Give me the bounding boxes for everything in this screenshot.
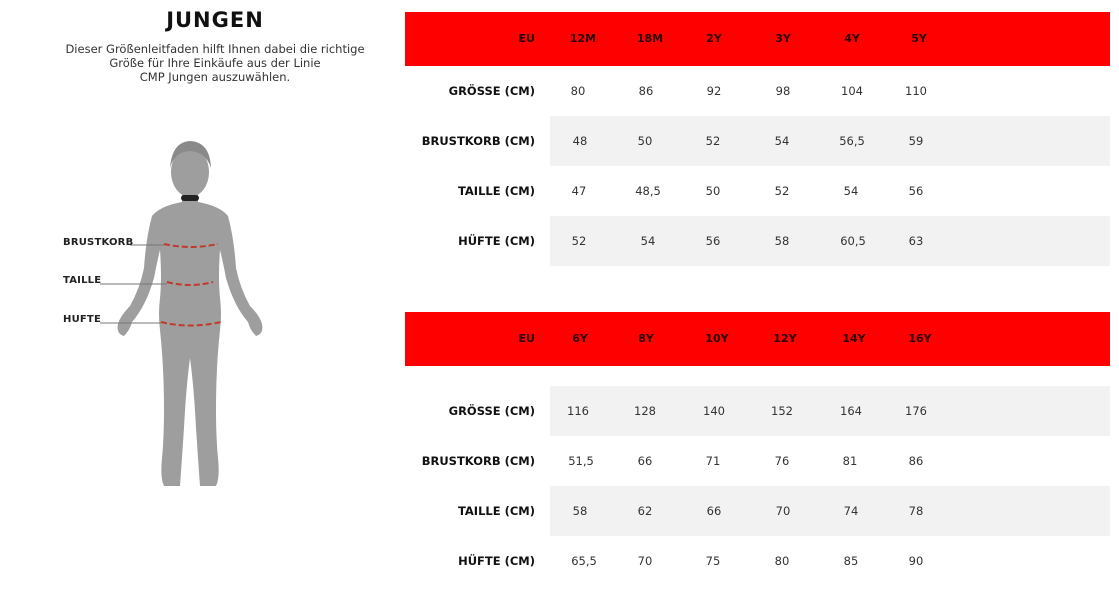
header-size: 5Y: [911, 32, 927, 45]
chest-label: BRUSTKORB: [63, 237, 134, 248]
header-size: 4Y: [844, 32, 860, 45]
table-cell: 104: [841, 84, 863, 98]
table-cell: 52: [571, 234, 587, 248]
table-row: [405, 386, 1110, 436]
table-cell: 98: [775, 84, 791, 98]
table-cell: 81: [842, 454, 858, 468]
header-size: 18M: [636, 32, 664, 45]
figure-collar: [181, 195, 199, 201]
description-line-3: CMP Jungen auszuwählen.: [139, 70, 291, 84]
table-cell: 164: [840, 404, 862, 418]
table-cell: 86: [908, 454, 924, 468]
size-table-toddler: [405, 12, 1110, 266]
table-header: [405, 12, 1110, 66]
table-cell: 128: [634, 404, 656, 418]
table-cell: 56: [908, 184, 924, 198]
header-eu-label: EU: [518, 332, 535, 345]
row-label: TAILLE (CM): [457, 184, 535, 198]
row-label: GRÖSSE (CM): [448, 404, 535, 418]
table-cell: 52: [774, 184, 790, 198]
table-cell: 92: [706, 84, 722, 98]
table-cell: 70: [775, 504, 791, 518]
table-cell: 56: [705, 234, 721, 248]
table-cell: 116: [567, 404, 589, 418]
header-eu-label: EU: [518, 32, 535, 45]
header-size: 14Y: [842, 332, 866, 345]
table-cell: 90: [908, 554, 924, 568]
table-cell: 47: [571, 184, 587, 198]
table-cell: 140: [703, 404, 725, 418]
table-cell: 48: [572, 134, 588, 148]
row-label: HÜFTE (CM): [458, 234, 535, 248]
header-size: 8Y: [638, 332, 654, 345]
table-cell: 62: [637, 504, 653, 518]
hip-label: HUFTE: [63, 314, 101, 325]
description-line-1: Dieser Größenleitfaden hilft Ihnen dabei die richtige: [65, 42, 365, 56]
row-label: GRÖSSE (CM): [448, 84, 535, 98]
size-table-kids: [405, 312, 1110, 586]
table-cell: 152: [771, 404, 793, 418]
table-cell: 66: [706, 504, 722, 518]
table-cell: 50: [705, 184, 721, 198]
header-size: 10Y: [705, 332, 729, 345]
waist-label: TAILLE: [63, 275, 102, 286]
header-size: 12M: [569, 32, 597, 45]
table-cell: 56,5: [839, 134, 865, 148]
table-row: [405, 486, 1110, 536]
table-cell: 76: [774, 454, 790, 468]
row-label: TAILLE (CM): [457, 504, 535, 518]
table-row: [405, 116, 1110, 166]
table-cell: 86: [638, 84, 654, 98]
page-description: [20, 42, 410, 84]
table-cell: 78: [908, 504, 924, 518]
table-row: [405, 66, 1110, 116]
header-size: 2Y: [706, 32, 722, 45]
table-cell: 58: [572, 504, 588, 518]
table-cell: 75: [705, 554, 721, 568]
table-cell: 50: [637, 134, 653, 148]
table-cell: 58: [774, 234, 790, 248]
table-cell: 71: [705, 454, 721, 468]
table-cell: 176: [905, 404, 927, 418]
table-cell: 54: [843, 184, 859, 198]
intro-panel: [0, 0, 400, 590]
row-label: BRUSTKORB (CM): [421, 134, 535, 148]
table-header: [405, 312, 1110, 366]
table-cell: 70: [637, 554, 653, 568]
table-cell: 48,5: [635, 184, 661, 198]
table-cell: 60,5: [840, 234, 866, 248]
table-cell: 66: [637, 454, 653, 468]
description-line-2: Größe für Ihre Einkäufe aus der Linie: [109, 56, 321, 70]
table-cell: 110: [905, 84, 927, 98]
row-label: HÜFTE (CM): [458, 554, 535, 568]
table-row: [405, 216, 1110, 266]
table-cell: 52: [705, 134, 721, 148]
header-size: 16Y: [908, 332, 932, 345]
table-cell: 63: [908, 234, 924, 248]
table-row: [405, 536, 1110, 586]
header-size: 3Y: [775, 32, 791, 45]
row-label: BRUSTKORB (CM): [421, 454, 535, 468]
table-row: [405, 436, 1110, 486]
table-cell: 80: [570, 84, 586, 98]
table-cell: 51,5: [568, 454, 594, 468]
header-size: 12Y: [773, 332, 797, 345]
table-cell: 54: [774, 134, 790, 148]
table-cell: 74: [843, 504, 859, 518]
table-cell: 59: [908, 134, 924, 148]
table-cell: 85: [843, 554, 859, 568]
table-cell: 54: [640, 234, 656, 248]
table-cell: 65,5: [571, 554, 597, 568]
page-title: JUNGEN: [166, 8, 264, 32]
header-size: 6Y: [572, 332, 588, 345]
table-cell: 80: [774, 554, 790, 568]
table-row: [405, 166, 1110, 216]
